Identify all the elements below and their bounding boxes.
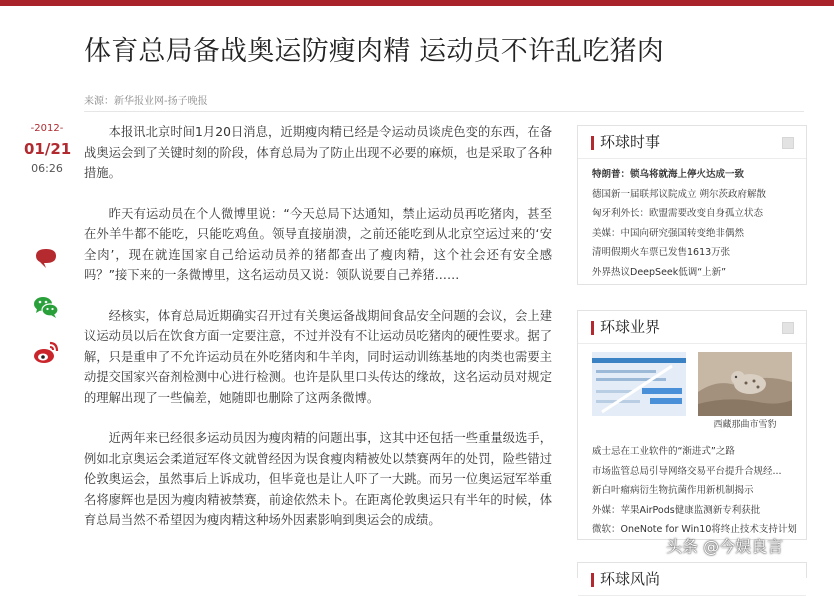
news-item[interactable]: 美媒：中国向研究强国转变绝非偶然 xyxy=(592,227,745,239)
more-icon[interactable] xyxy=(782,322,794,334)
thumbnail-row xyxy=(592,352,792,440)
article-paragraph: 近两年来已经很多运动员因为瘦肉精的问题出事，这其中还包括一些重量级选手，例如北京奥运会柔道冠军佟文就曾经因为误食瘦肉精被处以禁赛两年的处罚，险些错过伦敦奥运会，虽然事后上诉成功，但毕竟也是让人吓了一大跳。而另一位奥运冠军举重名将廖辉也是因为瘦肉精被禁赛，前途依然未卜。在距离伦敦奥运只有半年的时候，体育总局当然不希望因为瘦肉精这种场外因素影响到奥运会的成绩。 xyxy=(84,431,552,527)
news-item[interactable]: 微软：OneNote for Win10将终止技术支持计划 xyxy=(592,524,797,535)
global-news-box xyxy=(577,125,807,285)
publish-date xyxy=(24,122,70,176)
news-item[interactable]: 威士忌在工业软件的“渐进式”之路 xyxy=(592,446,735,457)
comment-icon[interactable] xyxy=(33,246,59,272)
article-paragraph: 本报讯北京时间1月20日消息，近期瘦肉精已经是令运动员谈虎色变的东西，在备战奥运会到了关键时刻的阶段，体育总局为了防止出现不必要的麻烦，也是采取了各种措施。 xyxy=(84,125,552,180)
box-title: 环球风尚 xyxy=(600,570,661,588)
more-icon[interactable] xyxy=(782,137,794,149)
article-title: 体育总局备战奥运防瘦肉精 运动员不许乱吃猪肉 xyxy=(84,36,664,67)
article-source: 来源：新华报业网-扬子晚报 xyxy=(84,96,208,107)
box-header xyxy=(578,563,806,596)
article-body xyxy=(84,122,552,551)
header-accent-bar xyxy=(591,136,594,150)
industry-thumbnail-image[interactable] xyxy=(592,352,686,416)
news-item[interactable]: 市场监管总局引导网络交易平台提升合规经... xyxy=(592,465,782,477)
publish-time: 06:26 xyxy=(31,162,63,175)
global-style-box xyxy=(577,562,807,588)
article-paragraph: 经核实，体育总局近期确实召开过有关奥运备战期间食品安全问题的会议，会上建议运动员以后在饮食方面一定要注意，不过并没有不让运动员吃猪肉的硬性要求。据了解，只是重申了不允许运动员在外吃猪肉和牛羊肉，同时运动训练基地的肉类也需要主动提交国家兴奋剂检测中心进行检测。也许是队里口头传达的缘故，这名运动员对规定的理解出现了一些偏差，她随即也删除了这两条微博。 xyxy=(84,308,552,405)
image-caption[interactable]: 西藏那曲市雪豹 xyxy=(713,420,777,430)
top-accent-bar xyxy=(0,0,834,6)
box-title: 环球业界 xyxy=(600,318,661,336)
snow-leopard-image[interactable] xyxy=(698,352,792,416)
news-item[interactable]: 特朗普：锁乌将就海上停火达成一致 xyxy=(592,169,745,180)
wechat-icon[interactable] xyxy=(33,294,59,320)
article-paragraph: 昨天有运动员在个人微博里说：“今天总局下达通知，禁止运动员再吃猪肉，甚至在外羊牛都不能吃，只能吃鸡鱼。领导直接崩溃，之前还能吃到从北京空运过来的‘安全肉’，现在就连国家自己给运动员养的猪都查出了瘦肉精，这个社会还有安全感吗？”接下来的一条微博里，这名运动员又说：领队说要自己养猪…… xyxy=(84,206,552,282)
watermark: 头条 @今娱良言 xyxy=(666,537,784,556)
box-header xyxy=(578,311,806,344)
news-item[interactable]: 清明假期火车票已发售1613万张 xyxy=(592,247,731,258)
news-item[interactable]: 新白叶瘤病衍生物抗菌作用新机制揭示 xyxy=(592,485,754,496)
global-industry-box xyxy=(577,310,807,540)
title-divider xyxy=(84,111,804,112)
news-item[interactable]: 外媒：苹果AirPods健康监测新专利获批 xyxy=(592,504,761,516)
publish-year: -2012- xyxy=(30,123,64,134)
box-title: 环球时事 xyxy=(600,133,661,151)
publish-month-day: 01/21 xyxy=(24,140,72,158)
news-list xyxy=(578,159,806,282)
box-header xyxy=(578,126,806,159)
news-list xyxy=(578,440,806,540)
news-item[interactable]: 匈牙利外长：欧盟需要改变自身孤立状态 xyxy=(592,208,764,219)
header-accent-bar xyxy=(591,321,594,335)
header-accent-bar xyxy=(591,573,594,587)
weibo-icon[interactable] xyxy=(33,340,59,366)
news-item[interactable]: 德国新一届联邦议院成立 朔尔茨政府解散 xyxy=(592,188,767,200)
news-item[interactable]: 外界热议DeepSeek低调“上新” xyxy=(592,266,727,278)
